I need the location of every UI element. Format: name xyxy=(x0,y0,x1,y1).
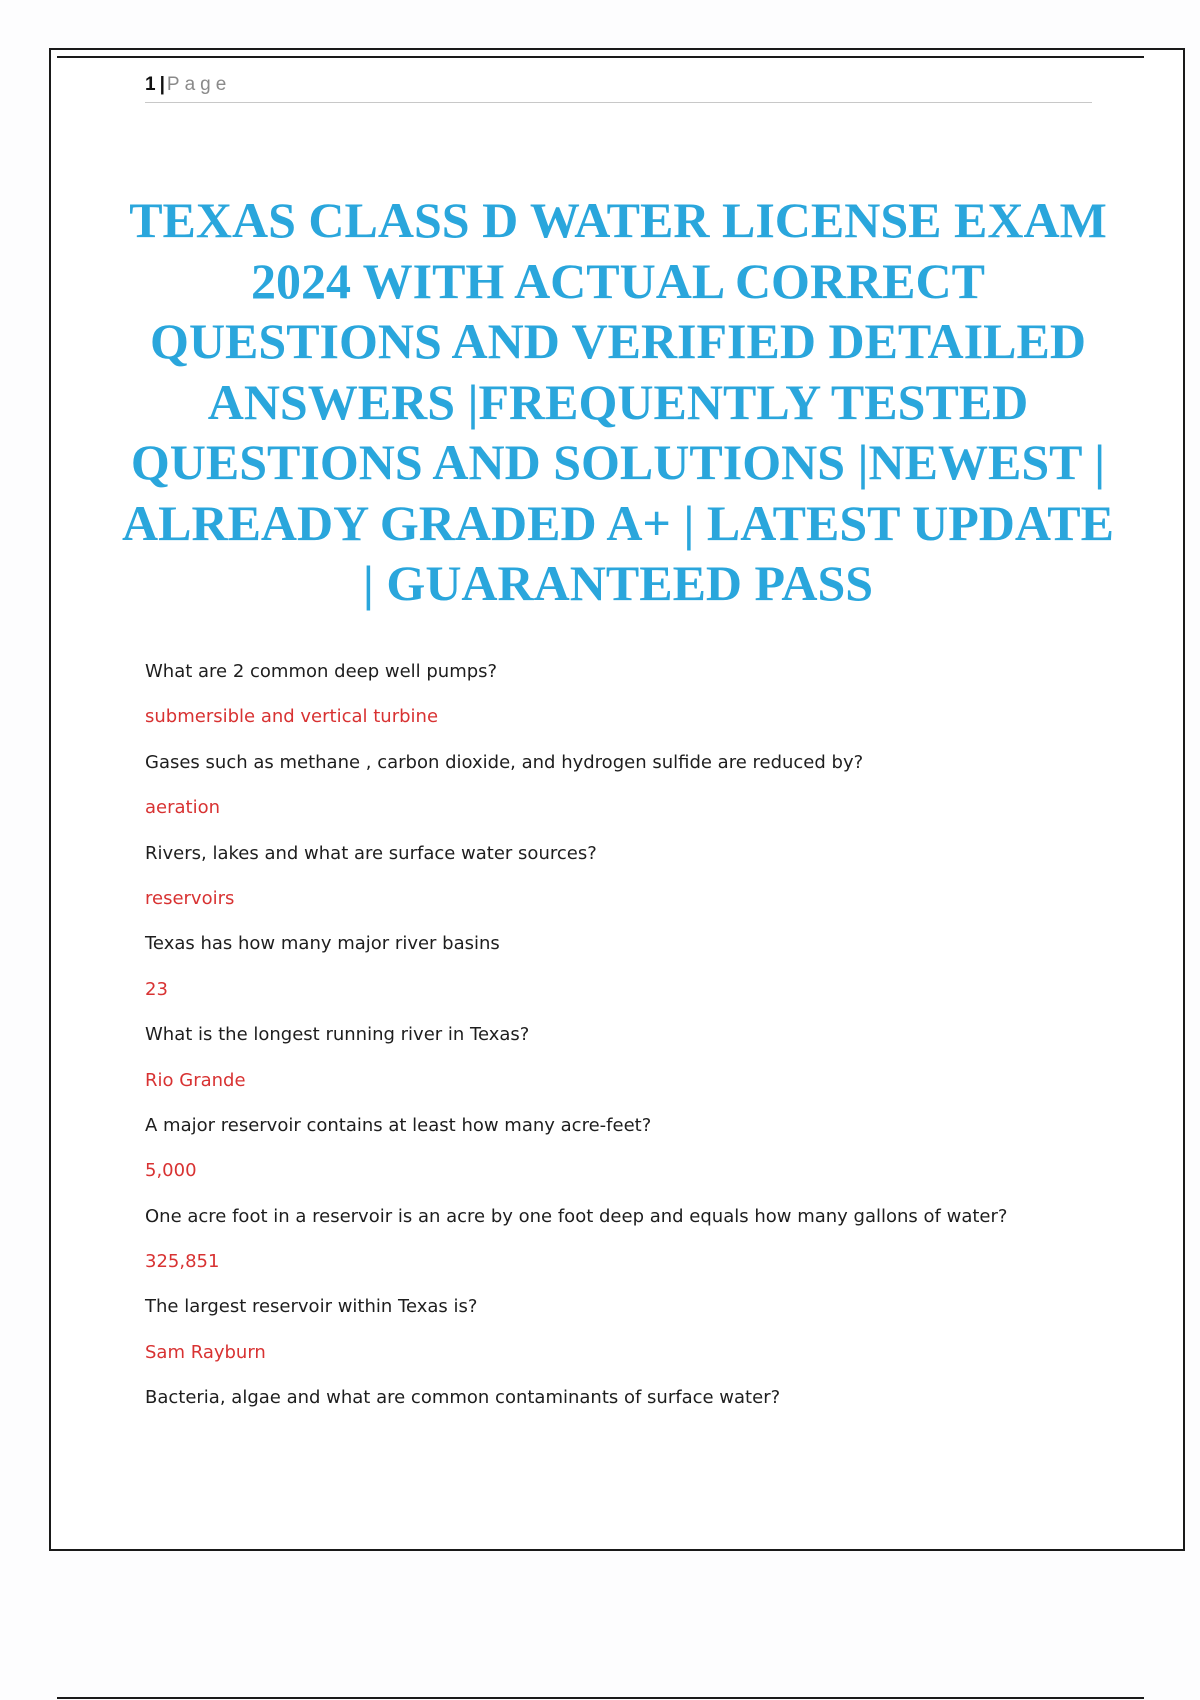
document-title: TEXAS CLASS D WATER LICENSE EXAM 2024 WITH ACTUAL CORRECT QUESTIONS AND VERIFIED DETAILED ANSWERS |FREQUENTLY TESTED QUESTIONS AND SOLUTIONS |NEWEST | ALREADY GRADED A+ | LATEST UPDATE | GUARANTEED PASS xyxy=(122,192,1114,611)
answer-3: reservoirs xyxy=(145,887,235,909)
question-7: One acre foot in a reservoir is an acre by one foot deep and equals how many gallons of water? xyxy=(145,1205,1008,1227)
page-label: Page xyxy=(166,74,232,95)
question-8: The largest reservoir within Texas is? xyxy=(145,1296,478,1318)
answer-4: 23 xyxy=(145,978,168,1000)
qa-list xyxy=(145,657,1105,1429)
next-page-top-rule xyxy=(57,1697,1144,1699)
question-4: Texas has how many major river basins xyxy=(145,933,500,955)
question-3: Rivers, lakes and what are surface water sources? xyxy=(145,842,597,864)
answer-6: 5,000 xyxy=(145,1160,197,1182)
question-9: Bacteria, algae and what are common contaminants of surface water? xyxy=(145,1387,781,1409)
answer-1: submersible and vertical turbine xyxy=(145,706,439,728)
page-number: 1 xyxy=(145,74,156,95)
header-separator: | xyxy=(159,74,165,95)
answer-2: aeration xyxy=(145,797,221,819)
answer-7: 325,851 xyxy=(145,1251,220,1273)
top-border-rule xyxy=(57,56,1144,58)
question-6: A major reservoir contains at least how many acre-feet? xyxy=(145,1114,652,1136)
page-header xyxy=(145,74,1092,103)
answer-8: Sam Rayburn xyxy=(145,1341,266,1363)
question-1: What are 2 common deep well pumps? xyxy=(145,661,498,682)
answer-5: Rio Grande xyxy=(145,1069,246,1091)
question-2: Gases such as methane , carbon dioxide, and hydrogen sulfide are reduced by? xyxy=(145,751,864,773)
question-5: What is the longest running river in Texas? xyxy=(145,1024,530,1046)
